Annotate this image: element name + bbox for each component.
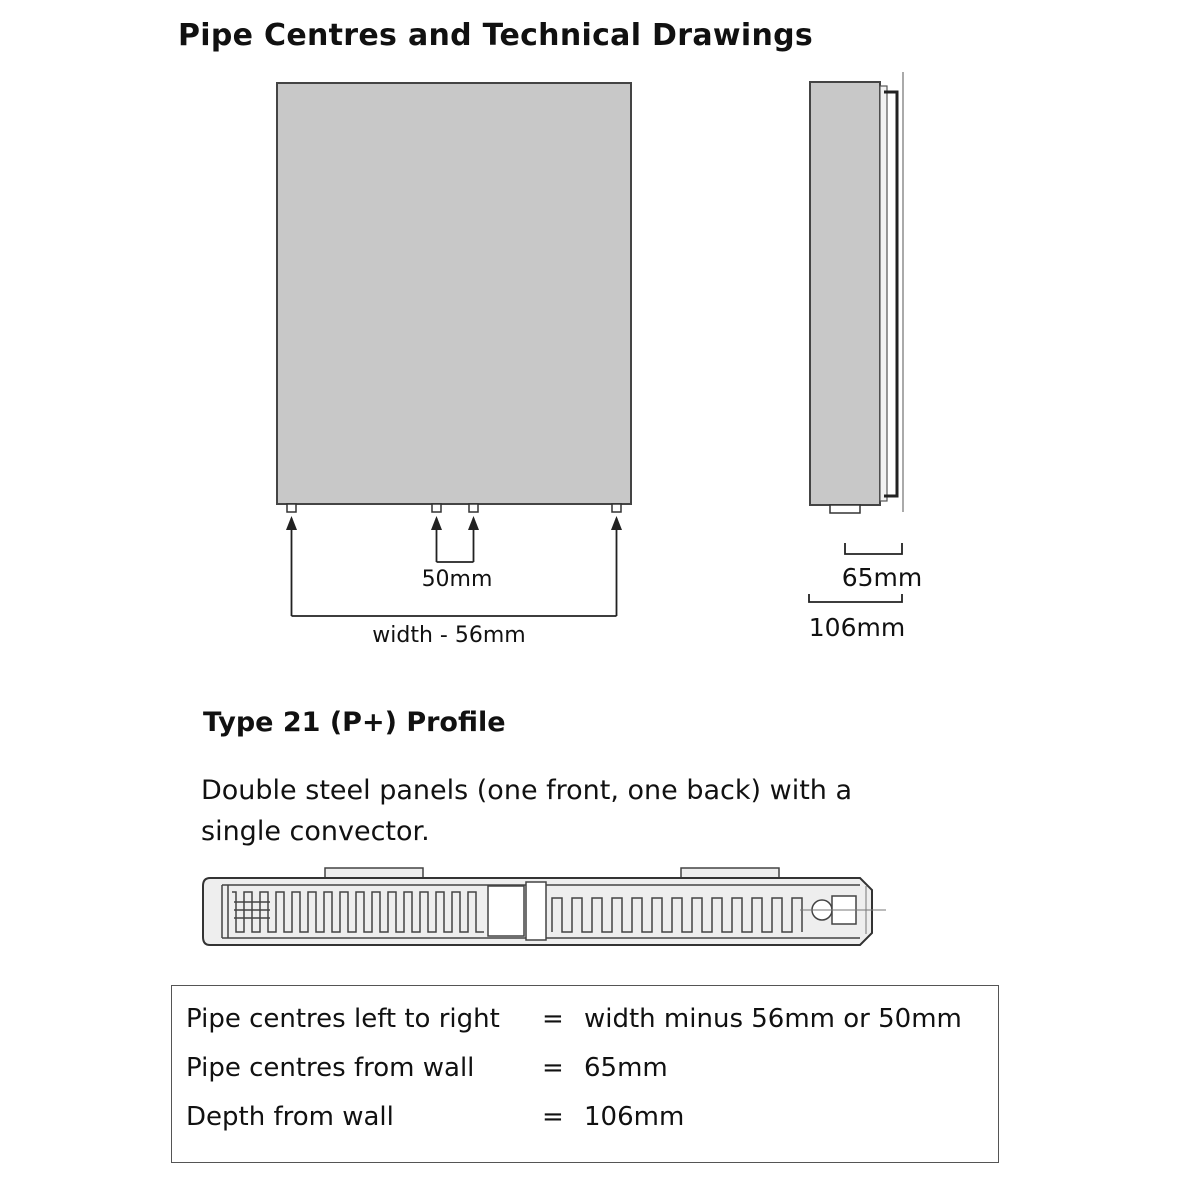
arrow-head-right: [611, 516, 622, 530]
spec-label: Pipe centres from wall: [186, 1053, 475, 1083]
spec-equals: =: [542, 1004, 564, 1034]
page-title: Pipe Centres and Technical Drawings: [178, 18, 814, 53]
dimension-106mm-bracket: [809, 594, 902, 602]
spec-row-from-wall: [172, 1053, 998, 1093]
side-view: [809, 72, 922, 642]
dimension-65mm-label: 65mm: [841, 563, 923, 592]
spec-table: [171, 985, 999, 1163]
spec-equals: =: [542, 1053, 564, 1083]
pipe-connector-right: [612, 504, 621, 512]
arrow-head-mid-left: [431, 516, 442, 530]
arrow-head-mid-right: [468, 516, 479, 530]
radiator-side-panel: [810, 82, 880, 505]
spec-equals: =: [542, 1102, 564, 1132]
arrow-head-left: [286, 516, 297, 530]
spec-value: width minus 56mm or 50mm: [584, 1004, 962, 1034]
pipe-connector-mid-left: [432, 504, 441, 512]
pipe-connector-left: [287, 504, 296, 512]
pipe-connector-mid-right: [469, 504, 478, 512]
dimension-50mm-label: 50mm: [421, 567, 493, 592]
profile-cross-section: [203, 868, 886, 945]
spec-label: Depth from wall: [186, 1102, 394, 1132]
profile-title: Type 21 (P+) Profile: [203, 707, 506, 738]
rear-panel: [880, 86, 887, 501]
spec-row-depth: [172, 1102, 998, 1142]
side-pipe-connector: [830, 505, 860, 513]
dimension-width-label: width - 56mm: [372, 623, 526, 648]
dimension-65mm-bracket: [845, 543, 902, 554]
dimension-106mm-label: 106mm: [808, 613, 906, 642]
spec-row-left-to-right: [172, 1004, 998, 1044]
spec-label: Pipe centres left to right: [186, 1004, 500, 1034]
spec-value: 106mm: [584, 1102, 685, 1132]
profile-description: Double steel panels (one front, one back) with a single convector.: [201, 775, 853, 847]
radiator-front-panel: [277, 83, 631, 504]
front-view: [277, 83, 631, 648]
dimension-50mm: [437, 518, 474, 562]
spec-value: 65mm: [584, 1053, 668, 1083]
